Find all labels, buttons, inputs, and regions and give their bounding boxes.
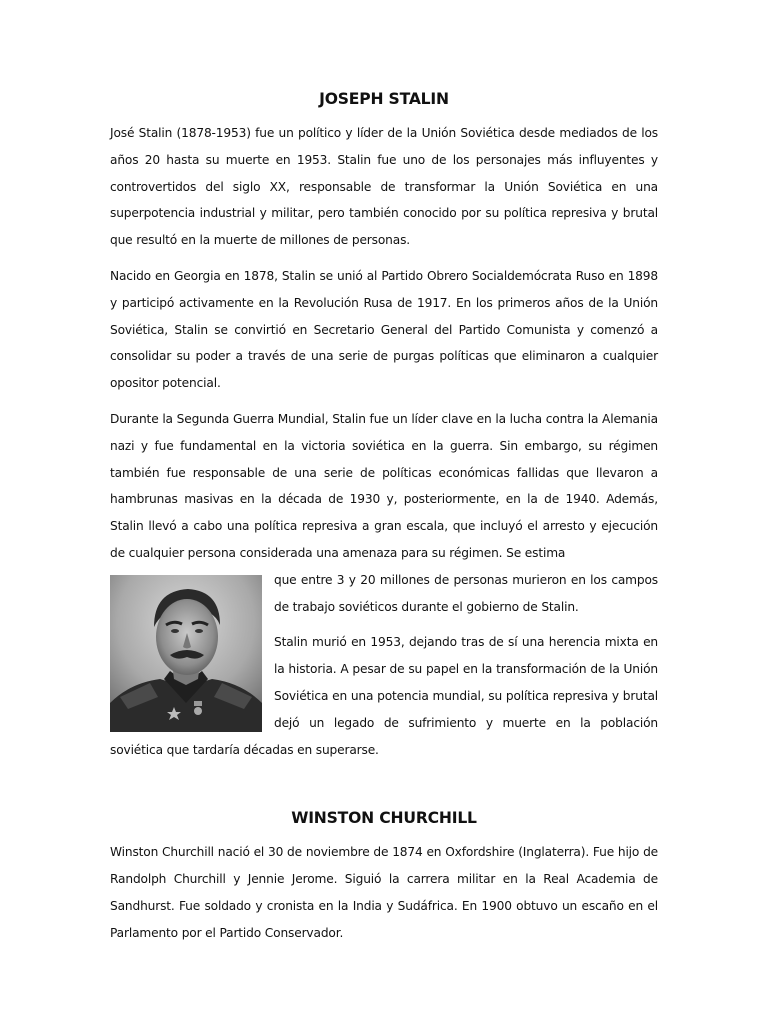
paragraph-intro: José Stalin (1878-1953) fue un político y líder de la Unión Soviética desde mediados de los años 20 hasta su muerte en 1953. Stalin fue uno de los personajes más influyentes y controvertidos del siglo XX, responsable de transformar la Unión Soviética en una superpotencia industrial y militar, pero también conocido por su política represiva y brutal que resultó en la muerte de millones de personas. (110, 126, 658, 248)
portrait-photo-icon (110, 575, 262, 732)
section-title-stalin: JOSEPH STALIN (319, 90, 449, 108)
paragraph-death: Stalin murió en 1953, dejando tras de sí una herencia mixta en la historia. A pesar de su papel en la transformación de la Unión Soviética en una potencia mundial, su política represiva y brutal dejó un legado de sufrimiento y muerte en la población soviética que tardaría décadas en superarse. (110, 635, 658, 757)
section-title-churchill: WINSTON CHURCHILL (291, 809, 477, 828)
paragraph-churchill-bio: Winston Churchill nació el 30 de noviembre de 1874 en Oxfordshire (Inglaterra). Fue hijo de Randolph Churchill y Jennie Jerome. Siguió la carrera militar en la Real Academia de Sandhurst. Fue soldado y cronista en la India y Sudáfrica. En 1900 obtuvo un escaño en el Parlamento por el Partido Conservador. (110, 845, 658, 940)
stalin-portrait (110, 575, 262, 732)
paragraph-war-continued: que entre 3 y 20 millones de personas murieron en los campos de trabajo soviéticos durante el gobierno de Stalin. (274, 572, 658, 614)
document-body (110, 87, 658, 956)
paragraph-early-life: Nacido en Georgia en 1878, Stalin se unió al Partido Obrero Socialdemócrata Ruso en 1898 y participó activamente en la Revolución Rusa de 1917. En los primeros años de la Unión Soviética, Stalin se convirtió en Secretario General del Partido Comunista y comenzó a consolidar su poder a través de una serie de purgas políticas que eliminaron a cualquier opositor potencial. (110, 268, 658, 391)
paragraph-war: Durante la Segunda Guerra Mundial, Stalin fue un líder clave en la lucha contra la Alemania nazi y fue fundamental en la victoria soviética en la guerra. Sin embargo, su régimen también fue responsable de una serie de políticas económicas fallidas que llevaron a hambrunas masivas en la década de 1930 y, posteriormente, en la de 1940. Además, Stalin llevó a cabo una política represiva a gran escala, que incluyó el arresto y ejecución de cualquier persona considerada una amenaza para su régimen. Se estima (110, 411, 658, 560)
